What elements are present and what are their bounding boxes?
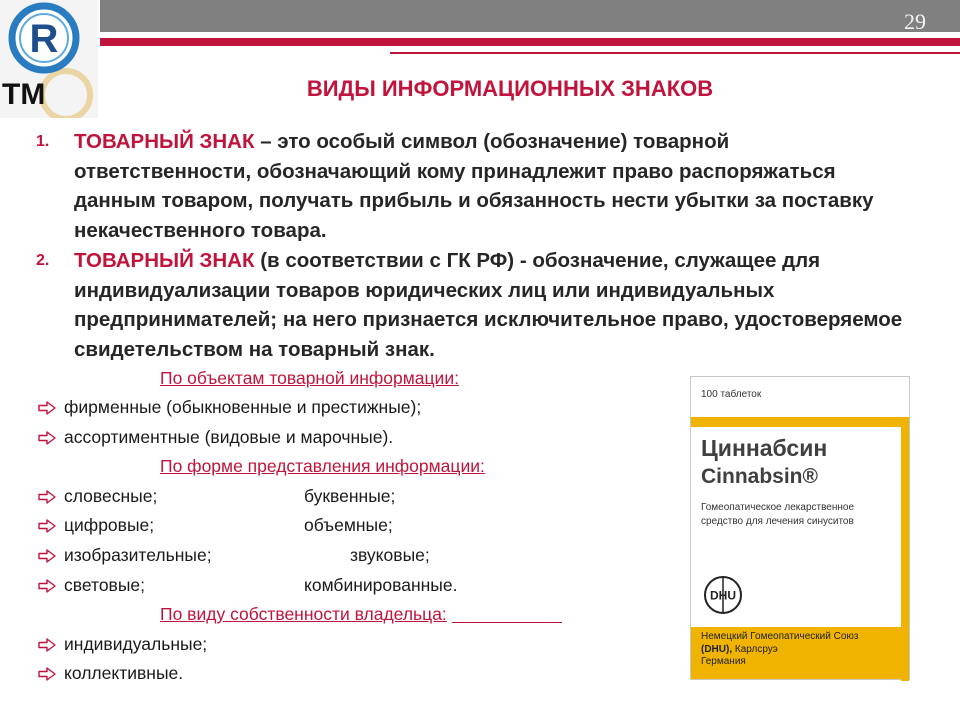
product-name-ru: Циннабсин xyxy=(701,435,828,461)
list-item: коллективные. xyxy=(38,663,183,684)
list-item: цифровые; xyxy=(38,515,154,536)
heading-underline-extension xyxy=(452,622,562,623)
arrow-right-icon xyxy=(38,431,56,445)
slide-title: ВИДЫ ИНФОРМАЦИОННЫХ ЗНАКОВ xyxy=(306,76,714,101)
definition-2 xyxy=(36,246,906,364)
product-package-image xyxy=(690,376,910,680)
svg-text:R: R xyxy=(29,17,59,61)
product-description: Гомеопатическое лекарственное средство для лечения синуситов xyxy=(701,502,855,527)
header-rule xyxy=(390,52,960,54)
svg-text:DHU: DHU xyxy=(710,588,736,603)
arrow-right-icon xyxy=(38,519,56,533)
definition-1 xyxy=(36,127,906,245)
package-band-top xyxy=(691,417,909,427)
list-item: ассортиментные (видовые и марочные). xyxy=(38,427,393,448)
list-item: словесные; xyxy=(38,486,157,507)
svg-text:TM: TM xyxy=(2,78,46,111)
section-heading-ownership: По виду собственности владельца: xyxy=(160,604,447,624)
arrow-right-icon xyxy=(38,549,56,563)
header-bar xyxy=(100,0,960,32)
header-accent-bar xyxy=(100,38,960,46)
definition-number: 2. xyxy=(36,252,50,269)
arrow-right-icon xyxy=(38,667,56,681)
arrow-right-icon xyxy=(38,638,56,652)
definition-term: ТОВАРНЫЙ ЗНАК xyxy=(74,130,255,153)
definition-text: (в соответствии с ГК РФ) - обозначение, служащее для индивидуализации товаров юридических лиц или индивидуальных предпринимателей; на него признается исключительное право, удостоверяемое свидетельством на товарный знак. xyxy=(74,249,903,361)
manufacturer-info: Немецкий Гомеопатический Союз (DHU), Карлсруэ Германия xyxy=(701,631,859,667)
package-count: 100 таблеток xyxy=(701,389,762,400)
product-name-en: Cinnabsin® xyxy=(701,465,818,488)
slide-number: 29 xyxy=(904,9,926,34)
section-heading-form: По форме представления информации: xyxy=(160,456,485,476)
list-item-secondary: объемные; xyxy=(304,515,393,535)
list-item-secondary: комбинированные. xyxy=(304,575,458,595)
list-item: световые; xyxy=(38,575,145,596)
list-item-secondary: буквенные; xyxy=(304,486,396,506)
definition-number: 1. xyxy=(36,133,50,150)
definition-term: ТОВАРНЫЙ ЗНАК xyxy=(74,249,255,272)
section-heading-objects: По объектам товарной информации: xyxy=(160,368,459,388)
arrow-right-icon xyxy=(38,579,56,593)
arrow-right-icon xyxy=(38,490,56,504)
list-item-secondary: звуковые; xyxy=(350,545,430,565)
dhu-logo-icon xyxy=(703,575,743,615)
list-item: изобразительные; xyxy=(38,545,212,566)
list-item: индивидуальные; xyxy=(38,634,207,655)
definition-text: – это особый символ (обозначение) товарной ответственности, обозначающий кому принадлежит право распоряжаться данным товаром, получать прибыль и обязанность нести убытки за поставку некачественного товара. xyxy=(74,130,874,242)
arrow-right-icon xyxy=(38,401,56,415)
list-item: фирменные (обыкновенные и престижные); xyxy=(38,397,421,418)
